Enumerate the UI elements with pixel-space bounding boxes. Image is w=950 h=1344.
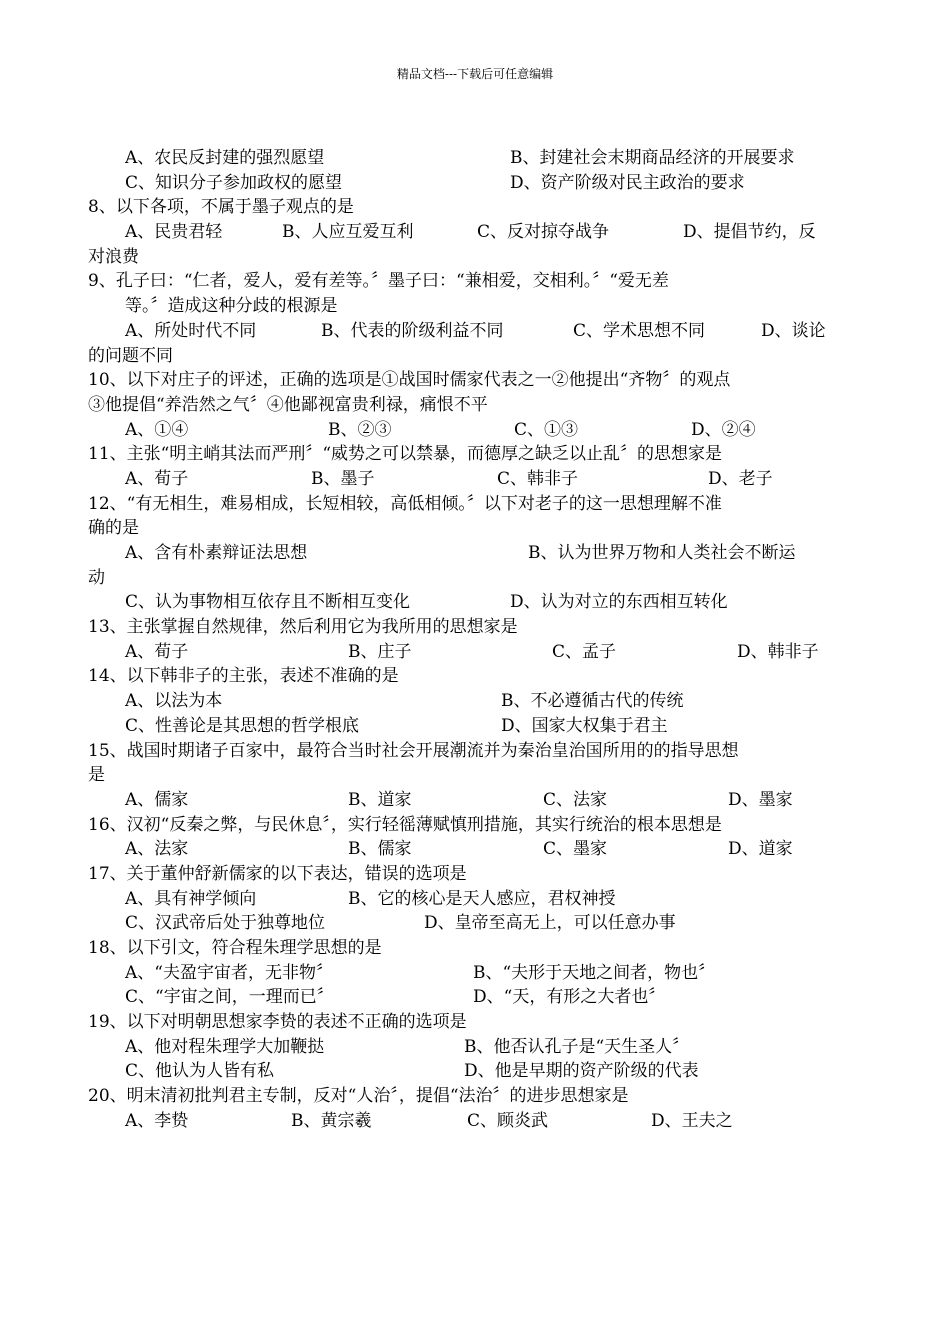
answer-option: A、民贵君轻 [125, 222, 223, 243]
answer-option: C、韩非子 [497, 468, 579, 489]
question-text: 12、“有无相生，难易相成，长短相较，高低相倾。〞以下对老子的这一思想理解不准 [88, 493, 722, 514]
answer-option: D、资产阶级对民主政治的要求 [510, 172, 745, 193]
question-text: 10、以下对庄子的评述，正确的选项是①战国时儒家代表之一②他提出“齐物〞的观点 [88, 370, 731, 391]
answer-option: C、性善论是其思想的哲学根底 [125, 715, 360, 736]
question-text: 20、明末清初批判君主专制，反对“人治〞，提倡“法治〞的进步思想家是 [88, 1086, 629, 1107]
answer-option: B、封建社会末期商品经济的开展要求 [510, 148, 795, 168]
text-line [88, 566, 834, 591]
answer-option: A、他对程朱理学大加鞭挞 [125, 1036, 325, 1057]
answer-option: B、庄子 [348, 641, 412, 662]
answer-option: D、提倡节约，反 [683, 222, 816, 243]
text-line [88, 245, 834, 270]
answer-option: C、认为事物相互依存且不断相互变化 [125, 592, 411, 613]
answer-option: B、人应互爱互利 [282, 222, 414, 243]
text-line [88, 689, 834, 714]
answer-option: C、法家 [543, 789, 608, 810]
text-line [88, 319, 834, 344]
answer-option: D、皇帝至高无上，可以任意办事 [424, 913, 676, 934]
text-line [88, 368, 834, 393]
answer-option: A、以法为本 [125, 691, 223, 712]
question-text: 8、以下各项，不属于墨子观点的是 [88, 197, 354, 218]
text-line [88, 985, 834, 1010]
answer-option: A、含有朴素辩证法思想 [125, 543, 308, 563]
answer-option: C、墨家 [543, 839, 608, 860]
answer-option: B、他否认孔子是“天生圣人〞 [464, 1036, 690, 1057]
question-text: 的问题不同 [88, 345, 173, 366]
text-line [88, 1010, 834, 1035]
text-line [88, 467, 834, 492]
text-line [88, 220, 834, 245]
answer-option: B、认为世界万物和人类社会不断运 [528, 543, 796, 563]
text-line [88, 442, 834, 467]
text-line [88, 640, 834, 665]
answer-option: B、②③ [328, 419, 392, 440]
question-text: 15、战国时期诸子百家中，最符合当时社会开展潮流并为秦治皇治国所用的的指导思想 [88, 740, 739, 761]
text-line [88, 171, 834, 196]
answer-option: C、汉武帝后处于独尊地位 [125, 913, 326, 934]
answer-option: A、儒家 [125, 789, 189, 810]
answer-option: B、儒家 [348, 839, 412, 860]
text-line [88, 763, 834, 788]
text-line [88, 813, 834, 838]
text-line [88, 1035, 834, 1060]
question-text: 16、汉初“反秦之弊，与民休息〞，实行轻徭薄赋慎刑措施，其实行统治的根本思想是 [88, 814, 722, 835]
answer-option: C、他认为人皆有私 [125, 1061, 275, 1082]
question-text: 19、以下对明朝思想家李贽的表述不正确的选项是 [88, 1012, 467, 1033]
question-text: 14、以下韩非子的主张，表述不准确的是 [88, 666, 399, 687]
answer-option: A、“夫盈宇宙者，无非物〞 [125, 962, 333, 983]
text-line [88, 1109, 834, 1134]
text-line [88, 887, 834, 912]
text-line [88, 541, 834, 566]
text-line [88, 862, 834, 887]
question-text: 动 [88, 567, 105, 588]
text-line [88, 911, 834, 936]
answer-option: A、李贽 [125, 1110, 189, 1131]
answer-option: D、认为对立的东西相互转化 [510, 592, 728, 613]
text-line [88, 1059, 834, 1084]
answer-option: B、黄宗羲 [291, 1110, 372, 1131]
text-line [88, 146, 834, 171]
answer-option: D、他是早期的资产阶级的代表 [464, 1061, 699, 1082]
answer-option: D、王夫之 [651, 1110, 733, 1131]
answer-option: A、所处时代不同 [125, 320, 257, 341]
text-line [88, 664, 834, 689]
answer-option: D、韩非子 [737, 641, 819, 662]
question-text: 确的是 [88, 518, 139, 539]
text-line [88, 269, 834, 294]
answer-option: D、“天，有形之大者也〞 [473, 987, 666, 1008]
text-line [88, 936, 834, 961]
question-text: 17、关于董仲舒新儒家的以下表达，错误的选项是 [88, 863, 467, 884]
text-line [88, 393, 834, 418]
answer-option: C、①③ [514, 419, 579, 440]
text-line [88, 1084, 834, 1109]
text-line [88, 837, 834, 862]
answer-option: C、反对掠夺战争 [477, 222, 610, 243]
text-line [88, 961, 834, 986]
answer-option: D、谈论 [761, 320, 826, 341]
text-line [88, 615, 834, 640]
answer-option: A、①④ [125, 419, 189, 440]
answer-option: B、道家 [348, 789, 412, 810]
answer-option: D、国家大权集于君主 [501, 715, 668, 736]
text-line [88, 788, 834, 813]
question-text: 18、以下引文，符合程朱理学思想的是 [88, 938, 382, 958]
question-text: ③他提倡“养浩然之气〞④他鄙视富贵利禄，痛恨不平 [88, 394, 488, 415]
question-text: 对浪费 [88, 246, 139, 267]
answer-option: A、荀子 [125, 468, 189, 489]
answer-option: B、代表的阶级利益不同 [321, 320, 504, 341]
text-line [88, 714, 834, 739]
answer-option: D、墨家 [728, 789, 793, 810]
page-header: 精品文档---下载后可任意编辑 [396, 67, 554, 81]
text-line [88, 344, 834, 369]
text-line [88, 739, 834, 764]
question-text: 9、孔子曰：“仁者，爱人，爱有差等。〞墨子曰：“兼相爱，交相利。〞“爱无差 [88, 271, 669, 292]
answer-option: C、知识分子参加政权的愿望 [125, 172, 343, 193]
answer-option: C、“宇宙之间，一理而已〞 [125, 987, 334, 1008]
question-text: 11、主张“明主峭其法而严刑〞“威势之可以禁暴，而德厚之缺乏以止乱〞的思想家是 [88, 444, 723, 465]
answer-option: D、老子 [708, 468, 773, 489]
answer-option: D、道家 [728, 839, 793, 860]
text-line [88, 418, 834, 443]
answer-option: B、不必遵循古代的传统 [501, 691, 684, 712]
question-text: 13、主张掌握自然规律，然后利用它为我所用的思想家是 [88, 617, 518, 638]
answer-option: D、②④ [691, 419, 756, 440]
answer-option: C、学术思想不同 [573, 320, 706, 341]
answer-option: A、具有神学倾向 [125, 888, 257, 909]
answer-option: A、荀子 [125, 641, 189, 662]
text-line [88, 516, 834, 541]
text-line [88, 195, 834, 220]
answer-option: B、墨子 [311, 468, 375, 489]
text-line [88, 294, 834, 319]
text-line [88, 590, 834, 615]
question-text: 等。〞造成这种分歧的根源是 [125, 296, 338, 317]
answer-option: A、农民反封建的强烈愿望 [125, 148, 325, 168]
text-line [88, 492, 834, 517]
answer-option: B、“夫形于天地之间者，物也〞 [473, 962, 716, 983]
answer-option: B、它的核心是天人感应，君权神授 [348, 888, 616, 909]
question-text: 是 [88, 765, 105, 786]
answer-option: A、法家 [125, 839, 189, 860]
answer-option: C、顾炎武 [467, 1110, 549, 1131]
question-list [88, 146, 834, 1134]
answer-option: C、孟子 [552, 641, 617, 662]
